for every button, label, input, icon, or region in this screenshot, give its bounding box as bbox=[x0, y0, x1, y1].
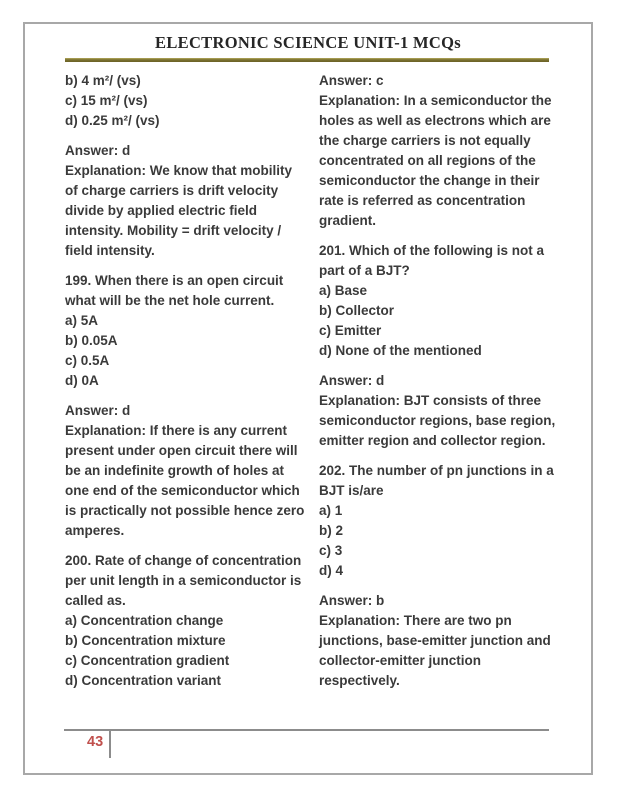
text-line: is practically not possible hence zero bbox=[65, 503, 305, 518]
text-line: b) 0.05A bbox=[65, 333, 118, 348]
text-line: per unit length in a semiconductor is bbox=[65, 573, 302, 588]
text-line: 202. The number of pn junctions in a bbox=[319, 463, 554, 478]
text-line: Answer: c bbox=[319, 73, 384, 88]
text-line: b) 2 bbox=[319, 523, 344, 538]
page-header bbox=[25, 24, 591, 62]
text-line: holes as well as electrons which are bbox=[319, 113, 551, 128]
text-line: semiconductor regions, base region, bbox=[319, 413, 556, 428]
text-line: divide by applied electric field bbox=[65, 203, 258, 218]
text-line: a) 1 bbox=[319, 503, 343, 518]
text-line: Explanation: If there is any current bbox=[65, 423, 288, 438]
right-column bbox=[319, 71, 556, 701]
text-line: Explanation: In a semiconductor the bbox=[319, 93, 552, 108]
text-line: emitter region and collector region. bbox=[319, 433, 546, 448]
text-line: amperes. bbox=[65, 523, 125, 538]
paragraph bbox=[65, 141, 299, 261]
text-line: d) None of the mentioned bbox=[319, 343, 482, 358]
text-line: 201. Which of the following is not a bbox=[319, 243, 545, 258]
text-line: the charge carriers is not equally bbox=[319, 133, 531, 148]
text-line: Answer: d bbox=[65, 143, 131, 158]
text-line: one end of the semiconductor which bbox=[65, 483, 300, 498]
page-number-block bbox=[87, 731, 549, 758]
paragraph bbox=[65, 551, 302, 691]
paragraph bbox=[65, 71, 299, 131]
text-line: c) 15 m²/ (vs) bbox=[65, 93, 148, 108]
page-title: ELECTRONIC SCIENCE UNIT-1 MCQs bbox=[155, 33, 461, 52]
page-number-divider bbox=[109, 731, 111, 758]
text-line: part of a BJT? bbox=[319, 263, 410, 278]
text-line: Answer: d bbox=[65, 403, 131, 418]
text-line: b) 4 m²/ (vs) bbox=[65, 73, 141, 88]
text-line: a) Base bbox=[319, 283, 368, 298]
text-line: gradient. bbox=[319, 213, 377, 228]
text-line: of charge carriers is drift velocity bbox=[65, 183, 279, 198]
text-line: concentrated on all regions of the bbox=[319, 153, 536, 168]
text-line: what will be the net hole current. bbox=[65, 293, 275, 308]
left-column bbox=[65, 71, 305, 701]
text-line: semiconductor the change in their bbox=[319, 173, 540, 188]
paragraph bbox=[319, 591, 553, 691]
text-line: called as. bbox=[65, 593, 126, 608]
text-line: 199. When there is an open circuit bbox=[65, 273, 284, 288]
paragraph bbox=[65, 401, 305, 541]
paragraph bbox=[319, 371, 556, 451]
text-line: c) 3 bbox=[319, 543, 343, 558]
text-line: b) Collector bbox=[319, 303, 395, 318]
text-line: BJT is/are bbox=[319, 483, 384, 498]
text-line: c) Concentration gradient bbox=[65, 653, 230, 668]
text-line: respectively. bbox=[319, 673, 400, 688]
text-line: d) 4 bbox=[319, 563, 344, 578]
text-line: Explanation: BJT consists of three bbox=[319, 393, 542, 408]
text-line: Answer: d bbox=[319, 373, 385, 388]
text-line: collector-emitter junction bbox=[319, 653, 482, 668]
paragraph bbox=[65, 271, 299, 391]
text-line: d) 0A bbox=[65, 373, 99, 388]
page-footer bbox=[64, 729, 549, 758]
text-line: Answer: b bbox=[319, 593, 385, 608]
text-line: be an indefinite growth of holes at bbox=[65, 463, 285, 478]
text-line: c) Emitter bbox=[319, 323, 382, 338]
text-line: d) Concentration variant bbox=[65, 673, 222, 688]
paragraph bbox=[319, 461, 553, 581]
text-line: 200. Rate of change of concentration bbox=[65, 553, 302, 568]
page-number: 43 bbox=[87, 734, 104, 750]
content-columns bbox=[25, 62, 591, 701]
text-line: Explanation: We know that mobility bbox=[65, 163, 293, 178]
text-line: a) 5A bbox=[65, 313, 99, 328]
text-line: b) Concentration mixture bbox=[65, 633, 226, 648]
text-line: a) Concentration change bbox=[65, 613, 224, 628]
text-line: d) 0.25 m²/ (vs) bbox=[65, 113, 160, 128]
text-line: rate is referred as concentration bbox=[319, 193, 526, 208]
text-line: present under open circuit there will bbox=[65, 443, 298, 458]
paragraph bbox=[319, 71, 553, 231]
paragraph bbox=[319, 241, 553, 361]
text-line: field intensity. bbox=[65, 243, 155, 258]
text-line: junctions, base-emitter junction and bbox=[319, 633, 551, 648]
document-page bbox=[23, 22, 593, 775]
text-line: c) 0.5A bbox=[65, 353, 110, 368]
text-line: Explanation: There are two pn bbox=[319, 613, 512, 628]
text-line: intensity. Mobility = drift velocity / bbox=[65, 223, 282, 238]
